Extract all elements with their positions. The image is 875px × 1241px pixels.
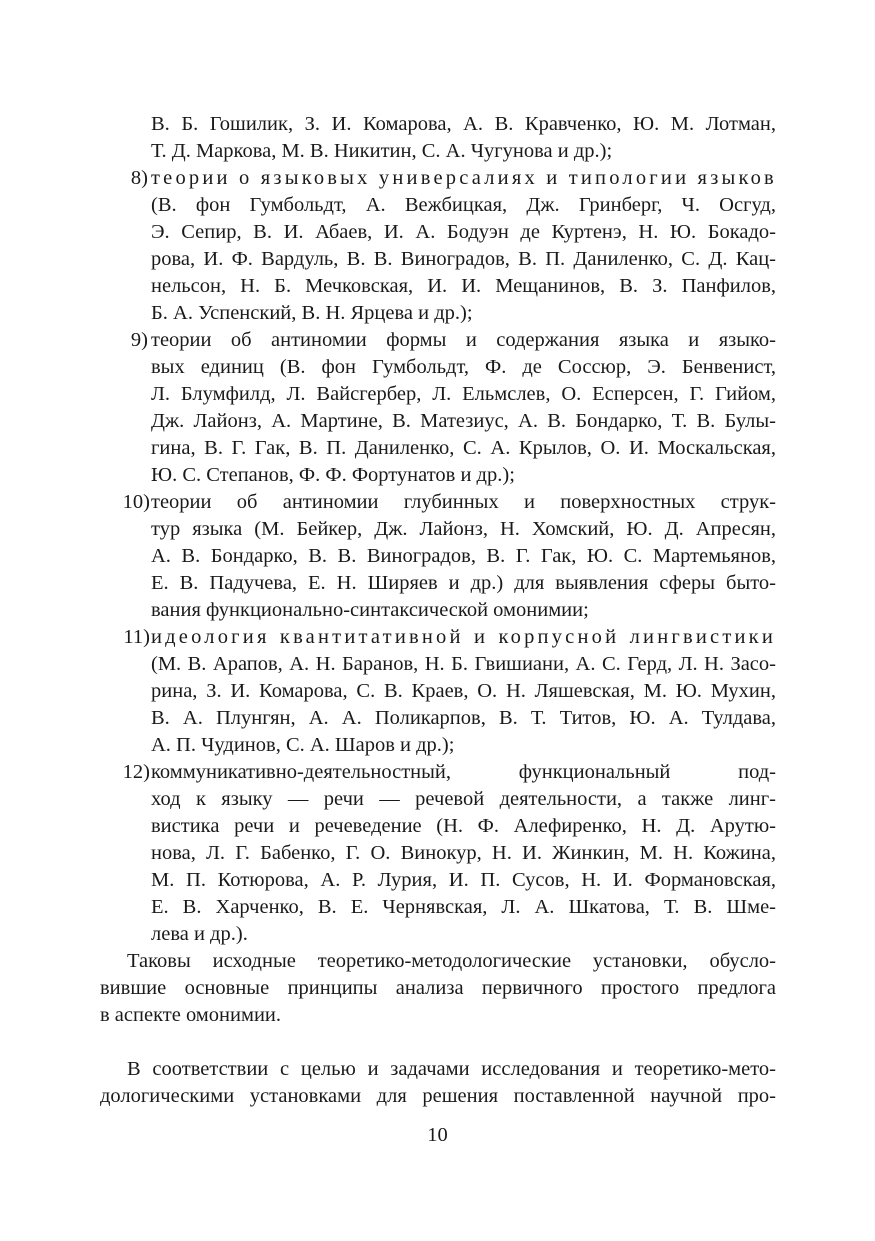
list-item-line: А. В. Бондарко, В. В. Виноградов, В. Г. Гак, Ю. С. Мартемьянов, (151, 545, 776, 567)
list-item-line: Дж. Лайонз, А. Мартине, В. Матезиус, А. В. Бондарко, Т. В. Булы- (151, 410, 776, 432)
list-number: 12) (122, 761, 150, 783)
list-item-line: рова, И. Ф. Вардуль, В. В. Виноградов, В. П. Даниленко, С. Д. Кац- (151, 248, 776, 270)
text-line: Т. Д. Маркова, М. В. Никитин, С. А. Чугунова и др.); (151, 140, 613, 162)
list-item-line: А. П. Чудинов, С. А. Шаров и др.); (151, 734, 455, 756)
list-item-line: Л. Блумфилд, Л. Вайсгербер, Л. Ельмслев, О. Есперсен, Г. Гийом, (151, 383, 776, 405)
list-item-line: теории об антиномии глубинных и поверхностных струк- (151, 491, 776, 513)
list-number: 11) (123, 626, 150, 648)
list-item-line: вых единиц (В. фон Гумбольдт, Ф. де Соссюр, Э. Бенвенист, (151, 356, 776, 378)
list-number: 10) (122, 491, 150, 513)
paragraph-line: в аспекте омонимии. (100, 1004, 282, 1026)
list-item-line: теории о языковых универсалиях и типологии языков (151, 167, 777, 189)
list-item-line: теории об антиномии формы и содержания языка и языко- (151, 329, 776, 351)
paragraph-line: В соответствии с целью и задачами исследования и теоретико-мето- (127, 1058, 776, 1080)
list-item-line: нова, Л. Г. Бабенко, Г. О. Винокур, Н. И. Жинкин, М. Н. Кожина, (151, 842, 776, 864)
list-item-line: рина, З. И. Комарова, С. В. Краев, О. Н. Ляшевская, М. Ю. Мухин, (151, 680, 776, 702)
list-item-line: М. П. Котюрова, А. Р. Лурия, И. П. Сусов, Н. И. Формановская, (151, 869, 776, 891)
list-item-line: Е. В. Падучева, Е. Н. Ширяев и др.) для выявления сферы быто- (151, 572, 776, 594)
text-line: В. Б. Гошилик, З. И. Комарова, А. В. Кравченко, Ю. М. Лотман, (151, 113, 776, 135)
paragraph-line: Таковы исходные теоретико-методологические установки, обусло- (127, 950, 776, 972)
list-item-line: вания функционально-синтаксической омонимии; (151, 599, 589, 621)
list-item-line: гина, В. Г. Гак, В. П. Даниленко, С. А. Крылов, О. И. Москальская, (151, 437, 776, 459)
list-item-line: Б. А. Успенский, В. Н. Ярцева и др.); (151, 302, 473, 324)
paragraph-line: вившие основные принципы анализа первичного простого предлога (100, 977, 776, 999)
list-item-line: ход к языку — речи — речевой деятельности, а также линг- (151, 788, 776, 810)
list-item-line: тур языка (М. Бейкер, Дж. Лайонз, Н. Хомский, Ю. Д. Апресян, (151, 518, 776, 540)
list-item-line: (В. фон Гумбольдт, А. Вежбицкая, Дж. Гринберг, Ч. Осгуд, (151, 194, 776, 216)
list-item-line: (М. В. Арапов, А. Н. Баранов, Н. Б. Гвишиани, А. С. Герд, Л. Н. Засо- (151, 653, 776, 675)
paragraph-line: дологическими установками для решения поставленной научной про- (100, 1085, 776, 1107)
list-item-line: Э. Сепир, В. И. Абаев, И. А. Бодуэн де Куртенэ, Н. Ю. Бокадо- (151, 221, 776, 243)
list-item-line: идеология квантитативной и корпусной лингвистики (151, 626, 776, 648)
list-item-line: В. А. Плунгян, А. А. Поликарпов, В. Т. Титов, Ю. А. Тулдава, (151, 707, 776, 729)
list-item-line: коммуникативно-деятельностный, функциональный под- (151, 761, 776, 783)
list-item-line: нельсон, Н. Б. Мечковская, И. И. Мещанинов, В. З. Панфилов, (151, 275, 776, 297)
list-item-line: лева и др.). (151, 923, 248, 945)
page-number: 10 (427, 1124, 448, 1146)
list-number: 8) (130, 167, 148, 189)
list-item-line: Ю. С. Степанов, Ф. Ф. Фортунатов и др.); (151, 464, 515, 486)
list-item-line: Е. В. Харченко, В. Е. Чернявская, Л. А. Шкатова, Т. В. Шме- (151, 896, 776, 918)
list-item-line: вистика речи и речеведение (Н. Ф. Алефиренко, Н. Д. Арутю- (151, 815, 776, 837)
list-number: 9) (130, 329, 148, 351)
